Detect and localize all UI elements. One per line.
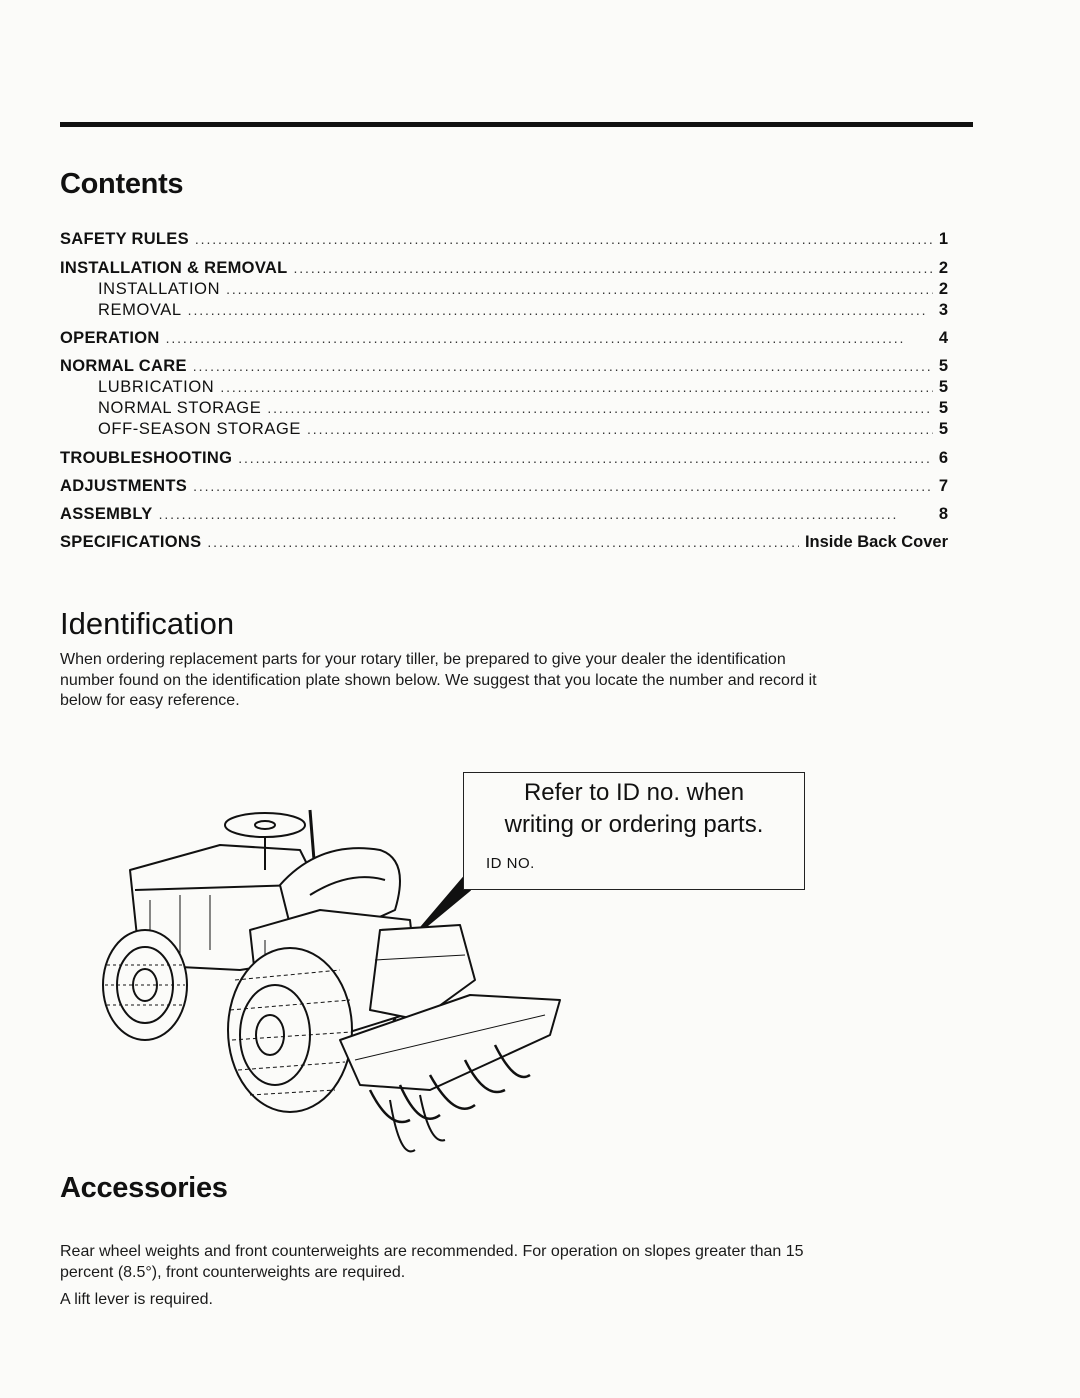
toc-label: SPECIFICATIONS	[60, 533, 202, 551]
toc-leader-dots	[238, 450, 933, 466]
toc-leader-dots	[267, 400, 932, 416]
id-plate-box	[463, 772, 805, 890]
toc-label: ADJUSTMENTS	[60, 477, 188, 495]
toc-leader-dots	[193, 478, 933, 494]
toc-page: 5	[938, 357, 948, 375]
toc-label: INSTALLATION	[98, 280, 221, 298]
toc-entry-normal-care	[60, 357, 948, 377]
paragraph-line: percent (8.5°), front counterweights are required.	[60, 1263, 406, 1281]
toc-page: 5	[938, 378, 948, 396]
toc-leader-dots	[307, 421, 933, 437]
toc-label: REMOVAL	[98, 301, 182, 319]
toc-entry-specifications	[60, 533, 948, 553]
toc-leader-dots	[188, 302, 933, 318]
toc-page: 2	[938, 280, 948, 298]
toc-entry-assembly	[60, 505, 948, 525]
toc-leader-dots	[294, 260, 933, 276]
id-box-line1: Refer to ID no. when	[523, 779, 745, 806]
contents-heading: Contents	[60, 168, 184, 200]
toc-entry-lubrication	[60, 378, 948, 398]
toc-page: 5	[938, 420, 948, 438]
toc-label: OFF-SEASON STORAGE	[98, 420, 302, 438]
toc-entry-installation-removal	[60, 259, 948, 279]
top-rule	[60, 122, 973, 127]
toc-leader-dots	[166, 330, 933, 346]
toc-leader-dots	[220, 379, 933, 395]
toc-label: OPERATION	[60, 329, 160, 347]
toc-leader-dots	[193, 358, 933, 374]
paragraph-line: number found on the identification plate shown below. We suggest that you locate the number and record it	[60, 671, 817, 689]
toc-leader-dots	[226, 281, 933, 297]
toc-label: INSTALLATION & REMOVAL	[60, 259, 288, 277]
toc-page: 1	[938, 230, 948, 248]
toc-leader-dots	[159, 506, 933, 522]
toc-entry-safety-rules	[60, 230, 948, 250]
accessories-paragraph	[60, 1242, 804, 1283]
toc-label: TROUBLESHOOTING	[60, 449, 233, 467]
toc-label: ASSEMBLY	[60, 505, 153, 523]
toc-page: 2	[938, 259, 948, 277]
identification-heading: Identification	[60, 606, 235, 641]
toc-leader-dots	[207, 534, 799, 550]
toc-entry-installation	[60, 280, 948, 300]
paragraph-line: Rear wheel weights and front counterweights are recommended. For operation on slopes greater than 15	[60, 1243, 804, 1260]
toc-label: SAFETY RULES	[60, 230, 189, 248]
identification-paragraph	[60, 650, 817, 712]
id-box-line2: writing or ordering parts.	[504, 811, 764, 838]
toc-page: 5	[938, 399, 948, 417]
toc-entry-normal-storage	[60, 399, 948, 419]
toc-label: LUBRICATION	[98, 378, 215, 396]
accessories-note: A lift lever is required.	[60, 1291, 213, 1308]
toc-page: 8	[938, 505, 948, 523]
toc-entry-removal	[60, 301, 948, 321]
paragraph-line: When ordering replacement parts for your rotary tiller, be prepared to give your dealer the identification	[60, 651, 786, 668]
toc-entry-operation	[60, 329, 948, 349]
toc-leader-dots	[195, 231, 933, 247]
id-no-label: ID NO.	[486, 855, 535, 872]
toc-entry-off-season-storage	[60, 420, 948, 440]
toc-entry-troubleshooting	[60, 449, 948, 469]
accessories-heading: Accessories	[60, 1172, 228, 1204]
toc-label: NORMAL STORAGE	[98, 399, 262, 417]
toc-label: NORMAL CARE	[60, 357, 187, 375]
toc-page: 3	[938, 301, 948, 319]
toc-page: 4	[938, 329, 948, 347]
paragraph-line: below for easy reference.	[60, 692, 240, 709]
toc-entry-adjustments	[60, 477, 948, 497]
toc-page: 6	[938, 449, 948, 467]
toc-page: 7	[938, 477, 948, 495]
toc-page: Inside Back Cover	[804, 533, 948, 551]
